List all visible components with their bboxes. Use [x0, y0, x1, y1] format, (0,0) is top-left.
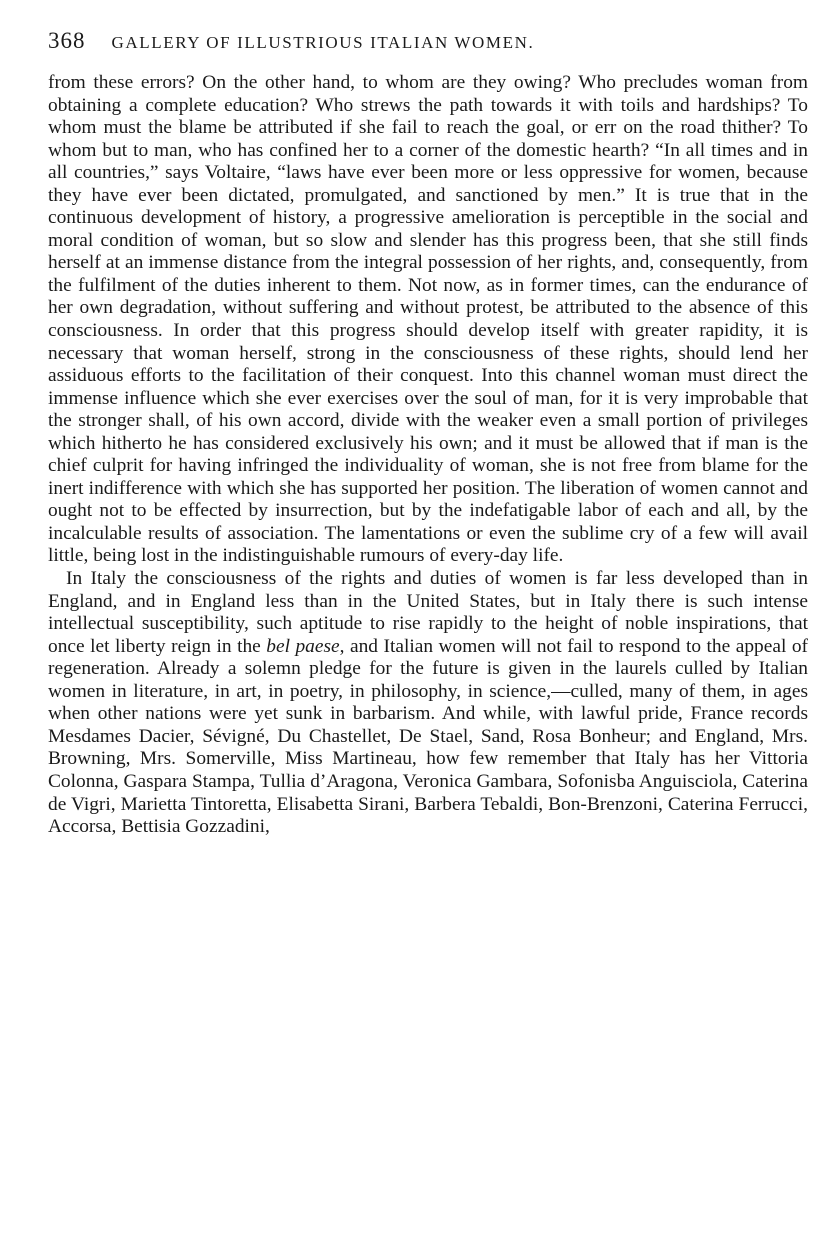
paragraph-2-text-end: , and Italian women will not fail to respond to the appeal of regeneration. Already a solemn pledge for the future is given in the laurels culled by Italian women in literature, in art, in poetry, in philosophy, in science,—culled, many of them, in ages when other nations were yet sunk in barbarism. And while, with lawful pride, France records Mesdames Dacier, Sévigné, Du Chastellet, De Stael, Sand, Rosa Bonheur; and England, Mrs. Browning, Mrs. Somerville, Miss Martineau, how few remember that Italy has her Vittoria Colonna, Gaspara Stampa, Tullia d’Aragona, Veronica Gambara, Sofonisba Anguisciola, Caterina de Vigri, Marietta Tintoretta, Elisabetta Sirani, Barbera Tebaldi, Bon-Brenzoni, Caterina Ferrucci, Accorsa, Bettisia Gozzadini,	[48, 635, 808, 838]
running-title: GALLERY OF ILLUSTRIOUS ITALIAN WOMEN.	[111, 33, 535, 52]
paragraph-2-text-start: In Italy the consciousness of the rights and duties of women is far less developed than in England, and in England less than in the United States, but in Italy there is such intense intellectual susceptibility, such aptitude to rise rapidly to the height of noble inspirations, that once let liberty reign in the	[48, 568, 808, 657]
book-page	[48, 28, 808, 839]
running-head	[48, 28, 808, 64]
body-paragraph-1: from these errors? On the other hand, to whom are they owing? Who precludes woman from obtaining a complete education? Who strews the path towards it with toils and hardships? To whom must the blame be attributed if she fail to reach the goal, or err on the road thither? To whom but to man, who has confined her to a corner of the domestic hearth? “In all times and in all countries,” says Voltaire, “laws have ever been more or less oppressive for women, because they have ever been dictated, promulgated, and sanctioned by men.” It is true that in the continuous development of history, a progressive amelioration is perceptible in the social and moral condition of woman, but so slow and slender has this progress been, that she still finds herself at an immense distance from the integral possession of her rights, and, consequently, from the fulfilment of the duties inherent to them. Not now, as in former times, can the endurance of her own degradation, without suffering and without protest, be attributed to the absence of this consciousness. In order that this progress should develop itself with greater rapidity, it is necessary that woman herself, strong in the consciousness of these rights, should lend her assiduous efforts to the facilitation of their conquest. Into this channel woman must direct the immense influence which she ever exercises over the soul of man, for it is very improbable that the stronger shall, of his own accord, divide with the weaker even a small portion of privileges which hitherto he has considered exclusively his own; and it must be allowed that if man is the chief culprit for having infringed the individuality of woman, she is not free from blame for the inert indifference with which she has supported her position. The liberation of women cannot and ought not to be effected by insurrection, but by the indefatigable labor of each and all, by the incalculable results of association. The lamentations or even the sublime cry of a few will avail little, being lost in the indistinguishable rumours of every-day life.	[48, 72, 808, 567]
page-number: 368	[48, 28, 86, 53]
body-paragraph-2	[48, 568, 808, 839]
italic-phrase: bel paese	[266, 635, 340, 657]
